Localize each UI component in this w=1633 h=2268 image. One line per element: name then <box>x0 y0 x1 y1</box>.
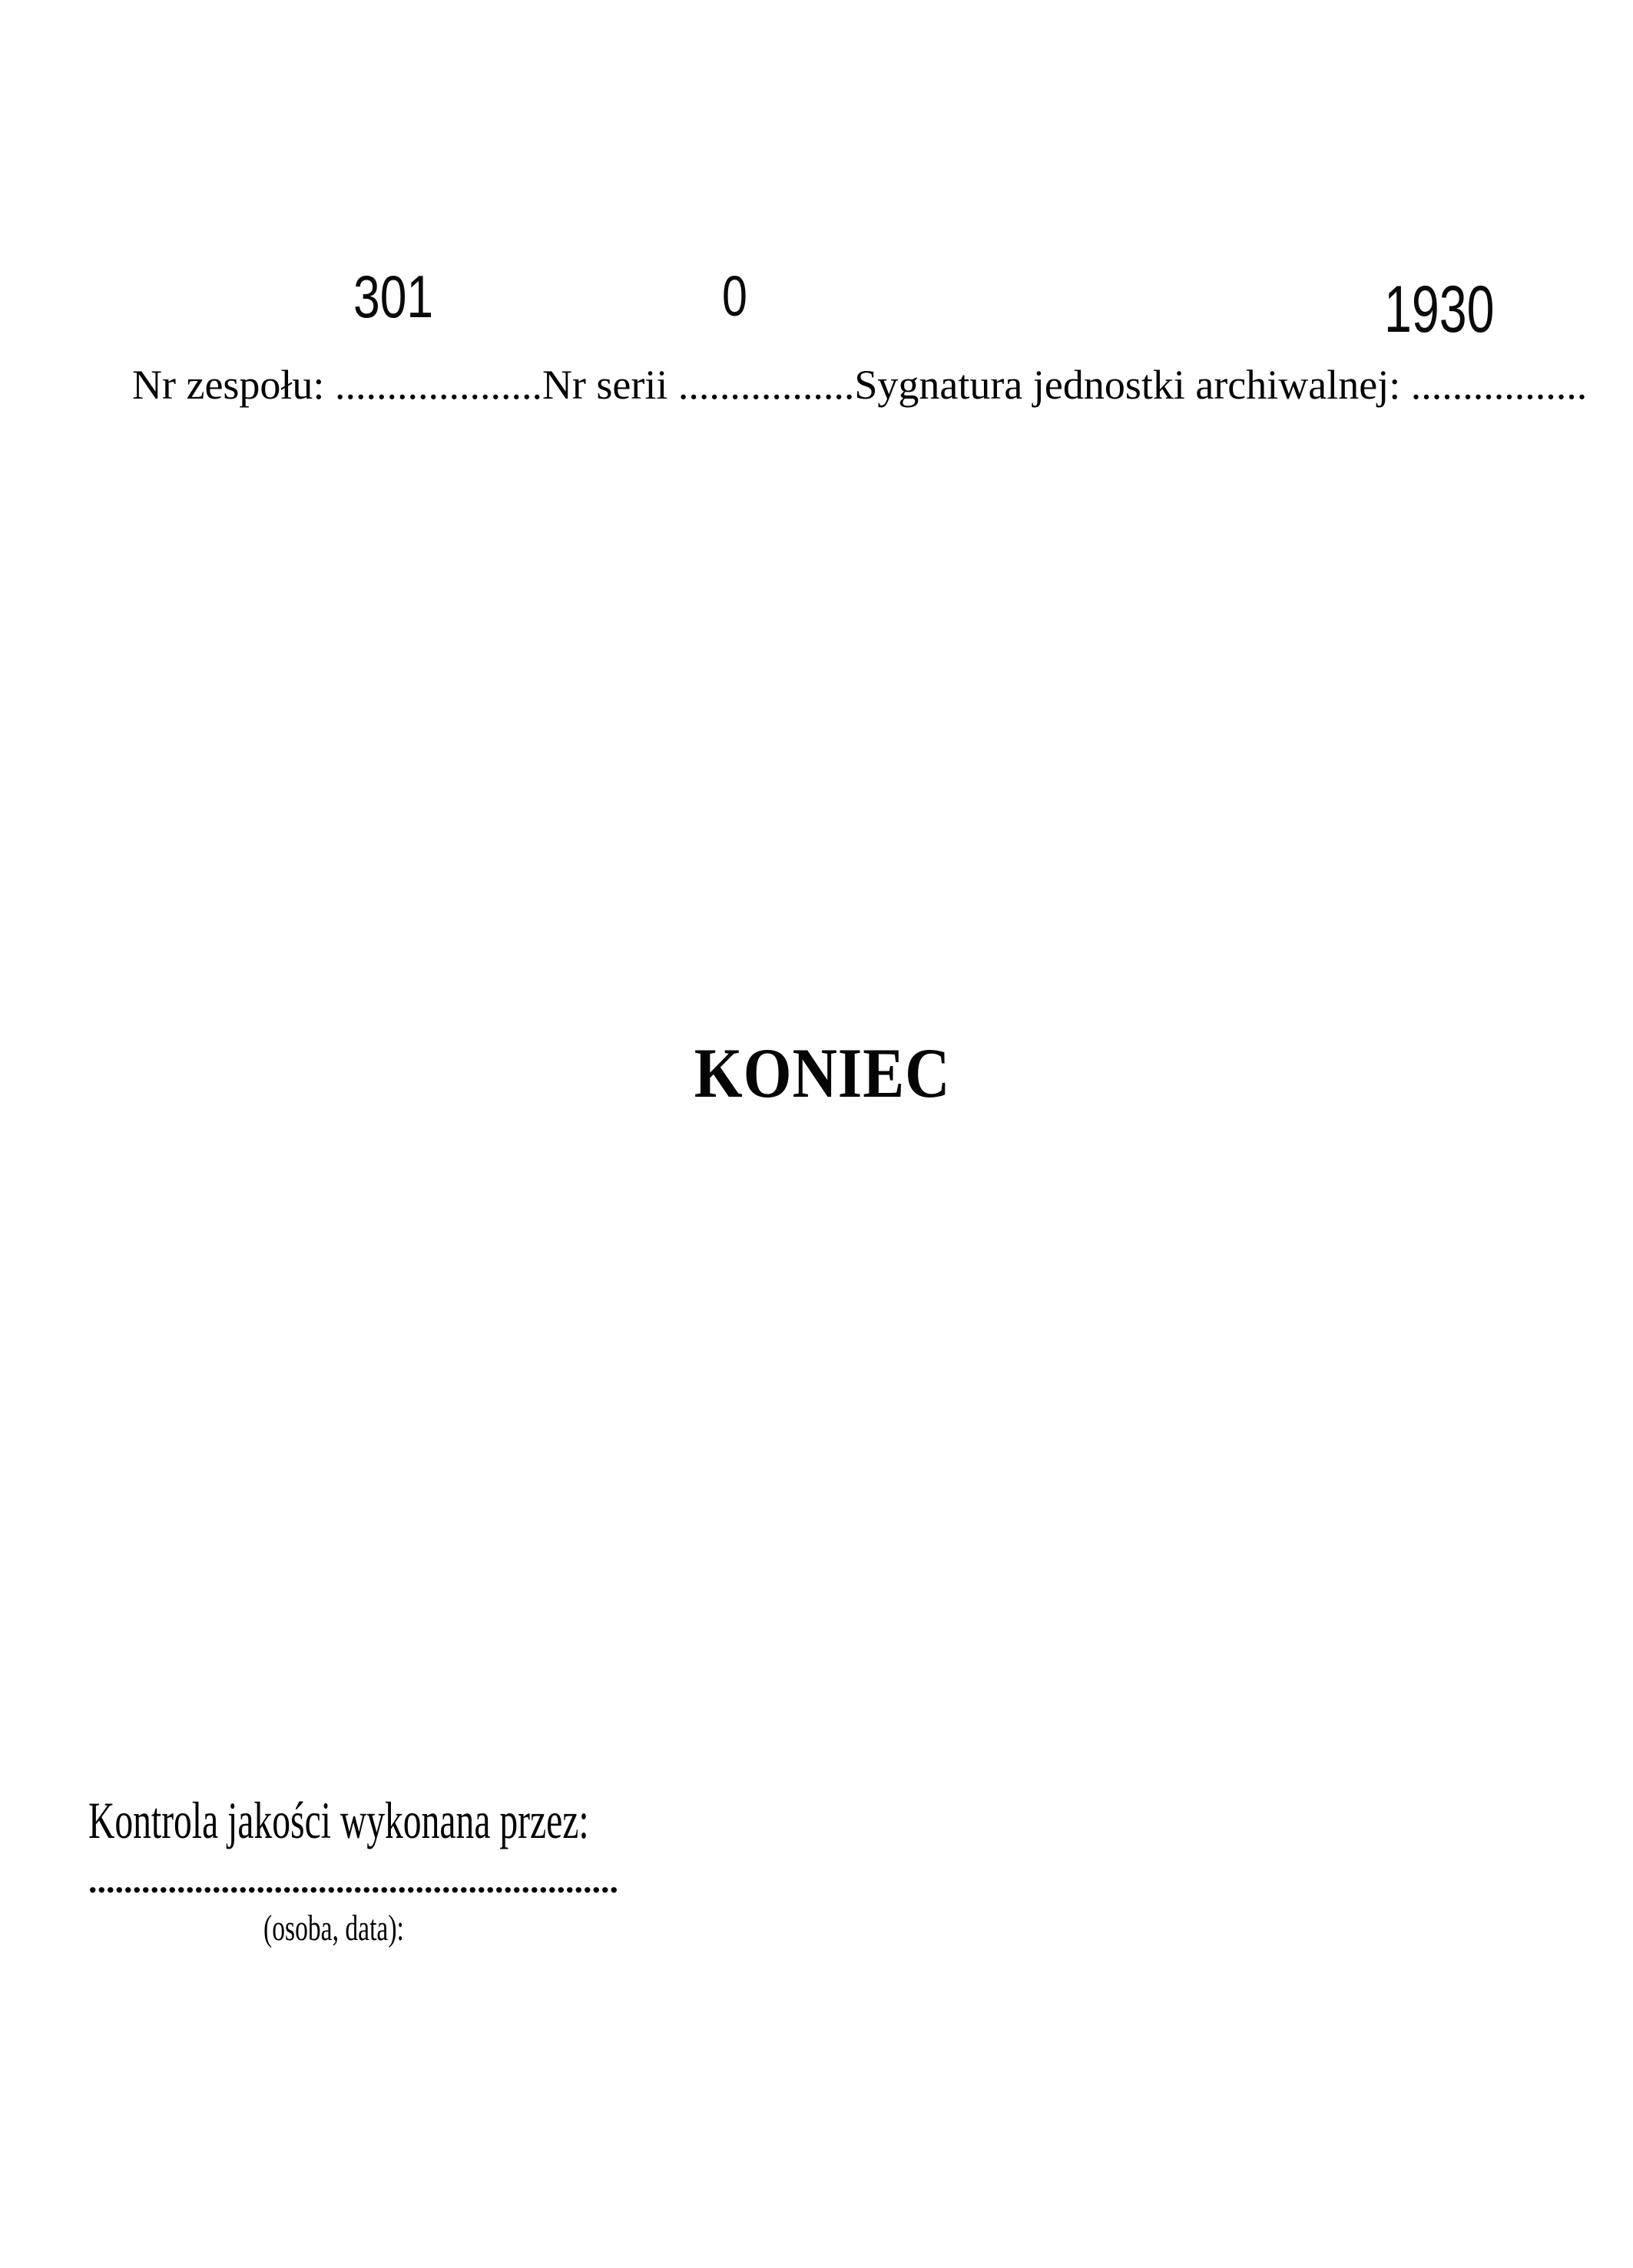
quality-control-label: Kontrola jakości wykonana przez: <box>88 1791 589 1849</box>
person-date-hint-label: (osoba, data): <box>263 1908 404 1948</box>
archival-unit-signature-label: Sygnatura jednostki archiwalnej: <box>854 362 1411 408</box>
series-number-value: 0 <box>722 264 747 328</box>
archival-unit-signature-dotted-line: ................. <box>1410 362 1588 408</box>
archival-unit-signature-value: 1930 <box>1384 273 1495 346</box>
series-number-dotted-line: ................. <box>677 362 855 408</box>
series-number-label: Nr serii <box>542 362 678 408</box>
fond-number-dotted-line: .................... <box>334 362 542 408</box>
quality-control-signature-dotted-line: ............................................................ <box>88 1861 618 1900</box>
end-of-file-title: KONIEC <box>694 1034 951 1112</box>
fond-number-label: Nr zespołu: <box>132 362 335 408</box>
end-title-row <box>0 1025 1633 1121</box>
fond-number-value: 301 <box>353 263 434 330</box>
header-form-line <box>91 323 1587 447</box>
